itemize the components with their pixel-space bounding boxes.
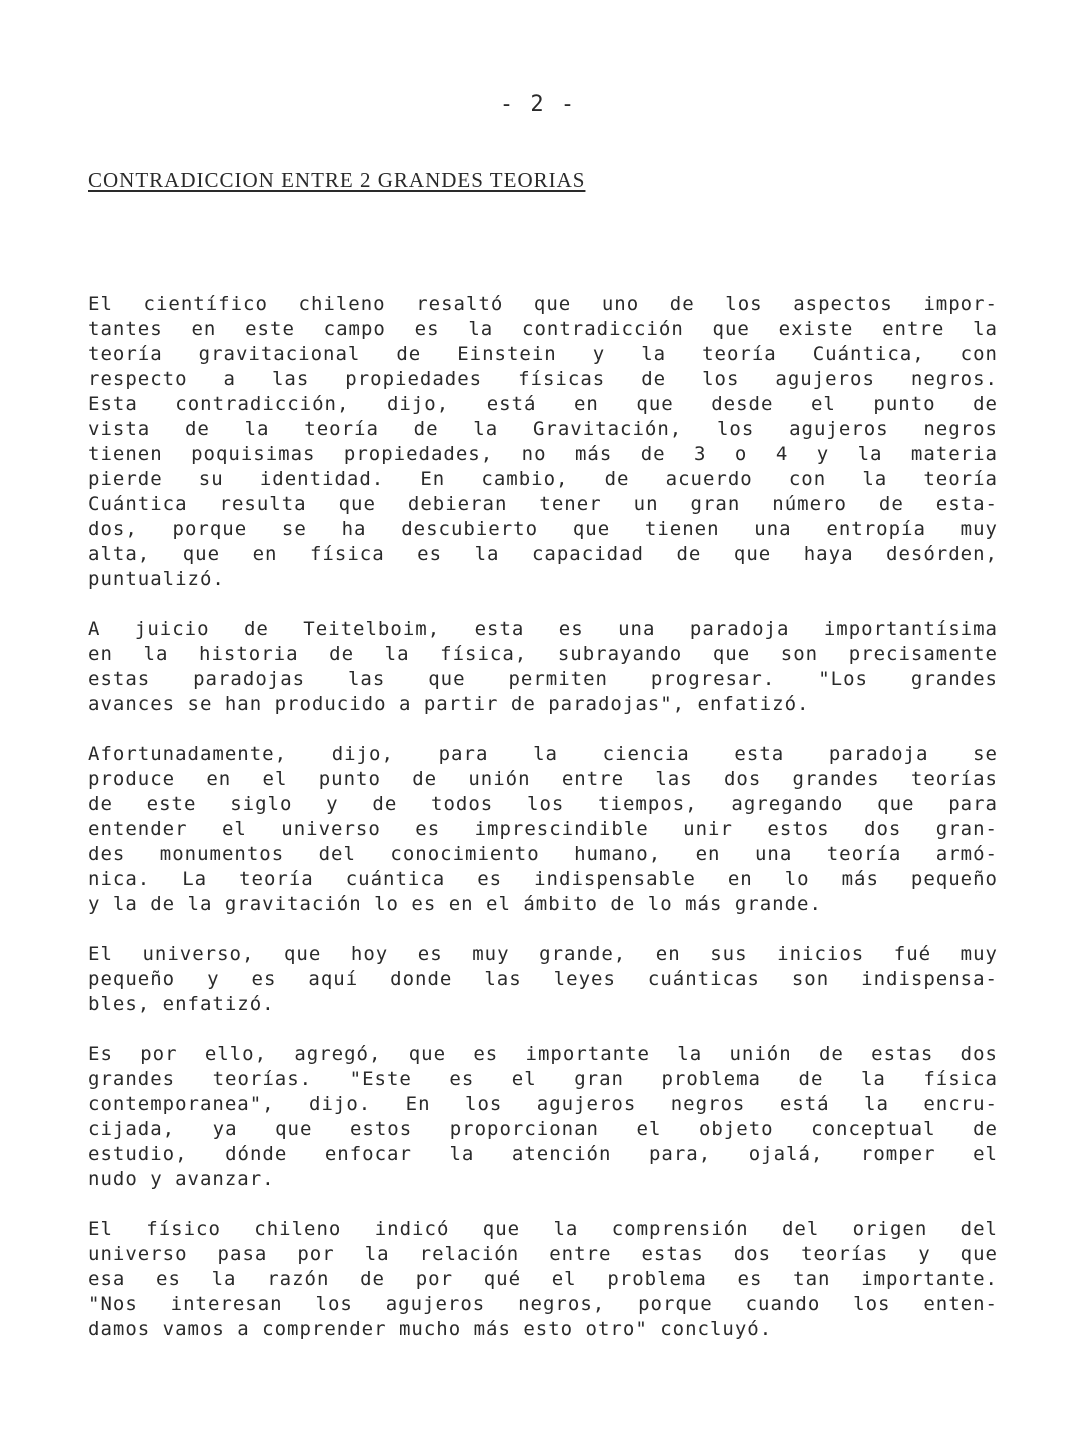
text-line: Esta contradicción, dijo, está en que desde el punto de (88, 393, 998, 415)
paragraph (88, 942, 998, 1017)
text-line: y la de la gravitación lo es en el ámbito de lo más grande. (88, 893, 822, 915)
paragraph (88, 617, 998, 717)
paragraph (88, 1042, 998, 1192)
text-line: des monumentos del conocimiento humano, en una teoría armó- (88, 843, 998, 865)
text-line: produce en el punto de unión entre las dos grandes teorías (88, 768, 998, 790)
text-line: bles, enfatizó. (88, 993, 275, 1015)
text-line: respecto a las propiedades físicas de los agujeros negros. (88, 368, 998, 390)
page-number: - 2 - (499, 92, 577, 117)
text-line: pequeño y es aquí donde las leyes cuánticas son indispensa- (88, 968, 998, 990)
text-line: universo pasa por la relación entre estas dos teorías y que (88, 1243, 998, 1265)
text-line: Es por ello, agregó, que es importante la unión de estas dos (88, 1043, 998, 1065)
text-line: estudio, dónde enfocar la atención para, ojalá, romper el (88, 1143, 998, 1165)
text-line: alta, que en física es la capacidad de que haya desórden, (88, 543, 998, 565)
text-line: nica. La teoría cuántica es indispensable en lo más pequeño (88, 868, 998, 890)
text-line: estas paradojas las que permiten progresar. "Los grandes (88, 668, 998, 690)
paragraph (88, 742, 998, 917)
paragraph (88, 292, 998, 592)
text-line: nudo y avanzar. (88, 1168, 275, 1190)
text-line: de este siglo y de todos los tiempos, agregando que para (88, 793, 998, 815)
text-line: entender el universo es imprescindible unir estos dos gran- (88, 818, 998, 840)
text-line: dos, porque se ha descubierto que tienen una entropía muy (88, 518, 998, 540)
text-line: avances se han producido a partir de paradojas", enfatizó. (88, 693, 810, 715)
text-line: El científico chileno resaltó que uno de los aspectos impor- (88, 293, 998, 315)
text-line: El físico chileno indicó que la comprensión del origen del (88, 1218, 998, 1240)
text-line: teoría gravitacional de Einstein y la teoría Cuántica, con (88, 343, 998, 365)
text-line: El universo, que hoy es muy grande, en sus inicios fué muy (88, 943, 998, 965)
text-line: en la historia de la física, subrayando que son precisamente (88, 643, 998, 665)
section-heading: CONTRADICCION ENTRE 2 GRANDES TEORIAS (88, 168, 586, 192)
text-line: contemporanea", dijo. En los agujeros negros está la encru- (88, 1093, 998, 1115)
text-line: A juicio de Teitelboim, esta es una paradoja importantísima (88, 618, 998, 640)
text-line: "Nos interesan los agujeros negros, porque cuando los enten- (88, 1293, 998, 1315)
text-line: puntualizó. (88, 568, 225, 590)
paragraph (88, 1217, 998, 1342)
text-line: cijada, ya que estos proporcionan el objeto conceptual de (88, 1118, 998, 1140)
text-line: pierde su identidad. En cambio, de acuerdo con la teoría (88, 468, 998, 490)
text-line: tantes en este campo es la contradicción que existe entre la (88, 318, 998, 340)
text-line: Cuántica resulta que debieran tener un gran número de esta- (88, 493, 998, 515)
text-line: damos vamos a comprender mucho más esto otro" concluyó. (88, 1318, 773, 1340)
text-line: grandes teorías. "Este es el gran problema de la física (88, 1068, 998, 1090)
text-line: tienen poquisimas propiedades, no más de 3 o 4 y la materia (88, 443, 998, 465)
document-body (88, 292, 998, 1367)
text-line: vista de la teoría de la Gravitación, los agujeros negros (88, 418, 998, 440)
text-line: Afortunadamente, dijo, para la ciencia esta paradoja se (88, 743, 998, 765)
text-line: esa es la razón de por qué el problema es tan importante. (88, 1268, 998, 1290)
